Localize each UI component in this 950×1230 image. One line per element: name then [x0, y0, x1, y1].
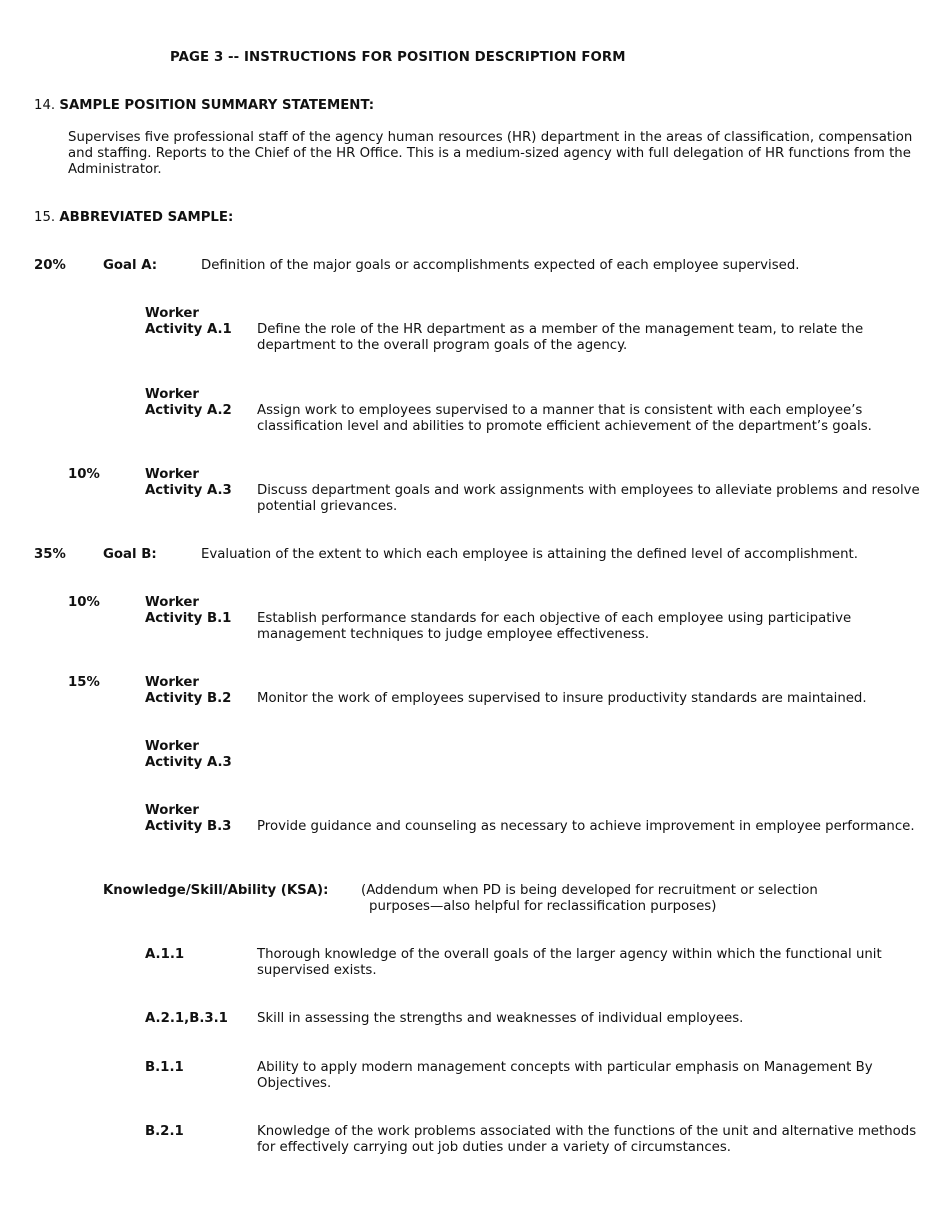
worker-activity-label-line2: Activity A.1	[145, 322, 232, 337]
ksa-item-code: B.1.1	[145, 1060, 184, 1075]
worker-activity-b2-percent: 15%	[68, 675, 100, 690]
ksa-label: Knowledge/Skill/Ability (KSA):	[103, 883, 329, 898]
section-14-title: SAMPLE POSITION SUMMARY STATEMENT:	[59, 98, 375, 113]
section-15-heading	[34, 210, 233, 226]
worker-activity-label-line1: Worker	[145, 387, 199, 402]
worker-activity-a2-text: Assign work to employees supervised to a manner that is consistent with each employee’s classification level and abilities to promote efficient achievement of the department’s goals.	[257, 403, 872, 434]
worker-activity-a1-label	[145, 306, 232, 338]
worker-activity-label-line1: Worker	[145, 467, 199, 482]
ksa-item-code: B.2.1	[145, 1124, 184, 1139]
worker-activity-a3-repeat-label	[145, 739, 232, 771]
worker-activity-label-line1: Worker	[145, 306, 199, 321]
worker-activity-b1-label	[145, 595, 231, 627]
worker-activity-b2-label	[145, 675, 231, 707]
goal-a-label: Goal A:	[103, 258, 158, 273]
goal-b-percent: 35%	[34, 547, 66, 562]
goal-a-text: Definition of the major goals or accomplishments expected of each employee supervised.	[201, 258, 800, 273]
goal-b-label: Goal B:	[103, 547, 157, 562]
ksa-note-line2: purposes—also helpful for reclassification purposes)	[369, 899, 717, 914]
section-15-title: ABBREVIATED SAMPLE:	[59, 210, 234, 225]
worker-activity-b3-text: Provide guidance and counseling as necessary to achieve improvement in employee performance.	[257, 819, 915, 834]
ksa-item-text: Thorough knowledge of the overall goals of the larger agency within which the functional unit supervised exists.	[257, 947, 882, 978]
worker-activity-b3-label	[145, 803, 231, 835]
section-14-number: 14.	[34, 98, 56, 113]
worker-activity-label-line2: Activity B.1	[145, 611, 232, 626]
worker-activity-b1-percent: 10%	[68, 595, 100, 610]
worker-activity-a3-text: Discuss department goals and work assignments with employees to alleviate problems and resolve potential grievances.	[257, 483, 920, 514]
summary-statement: Supervises five professional staff of the agency human resources (HR) department in the areas of classification, compensation and staffing. Reports to the Chief of the HR Office. This is a medium-sized agency with full delegation of HR functions from the Administrator.	[68, 130, 913, 177]
worker-activity-a2-label	[145, 387, 232, 419]
ksa-item-text: Ability to apply modern management concepts with particular emphasis on Management By Objectives.	[257, 1060, 873, 1091]
worker-activity-b2-text: Monitor the work of employees supervised to insure productivity standards are maintained.	[257, 691, 867, 706]
worker-activity-label-line1: Worker	[145, 675, 199, 690]
worker-activity-label-line1: Worker	[145, 803, 199, 818]
ksa-note-line1: (Addendum when PD is being developed for recruitment or selection	[361, 883, 818, 898]
ksa-item-text: Knowledge of the work problems associated with the functions of the unit and alternative methods for effectively carrying out job duties under a variety of circumstances.	[257, 1124, 917, 1155]
worker-activity-label-line2: Activity B.2	[145, 691, 232, 706]
worker-activity-label-line2: Activity B.3	[145, 819, 232, 834]
worker-activity-label-line1: Worker	[145, 595, 199, 610]
worker-activity-label-line2: Activity A.2	[145, 403, 232, 418]
ksa-item-code: A.1.1	[145, 947, 185, 962]
ksa-item-text: Skill in assessing the strengths and weaknesses of individual employees.	[257, 1011, 744, 1026]
worker-activity-a1-text: Define the role of the HR department as a member of the management team, to relate the department to the overall program goals of the agency.	[257, 322, 864, 353]
worker-activity-a3-percent: 10%	[68, 467, 100, 482]
section-14-heading	[34, 98, 374, 114]
worker-activity-label-line1: Worker	[145, 739, 199, 754]
worker-activity-b1-text: Establish performance standards for each objective of each employee using participative management techniques to judge employee effectiveness.	[257, 611, 852, 642]
worker-activity-label-line2: Activity A.3	[145, 755, 232, 770]
goal-b-text: Evaluation of the extent to which each employee is attaining the defined level of accomplishment.	[201, 547, 858, 562]
section-15-number: 15.	[34, 210, 56, 225]
page-title: PAGE 3 -- INSTRUCTIONS FOR POSITION DESCRIPTION FORM	[170, 50, 626, 65]
ksa-item-code: A.2.1,B.3.1	[145, 1011, 228, 1026]
worker-activity-label-line2: Activity A.3	[145, 483, 232, 498]
worker-activity-a3-label	[145, 467, 232, 499]
goal-a-percent: 20%	[34, 258, 66, 273]
